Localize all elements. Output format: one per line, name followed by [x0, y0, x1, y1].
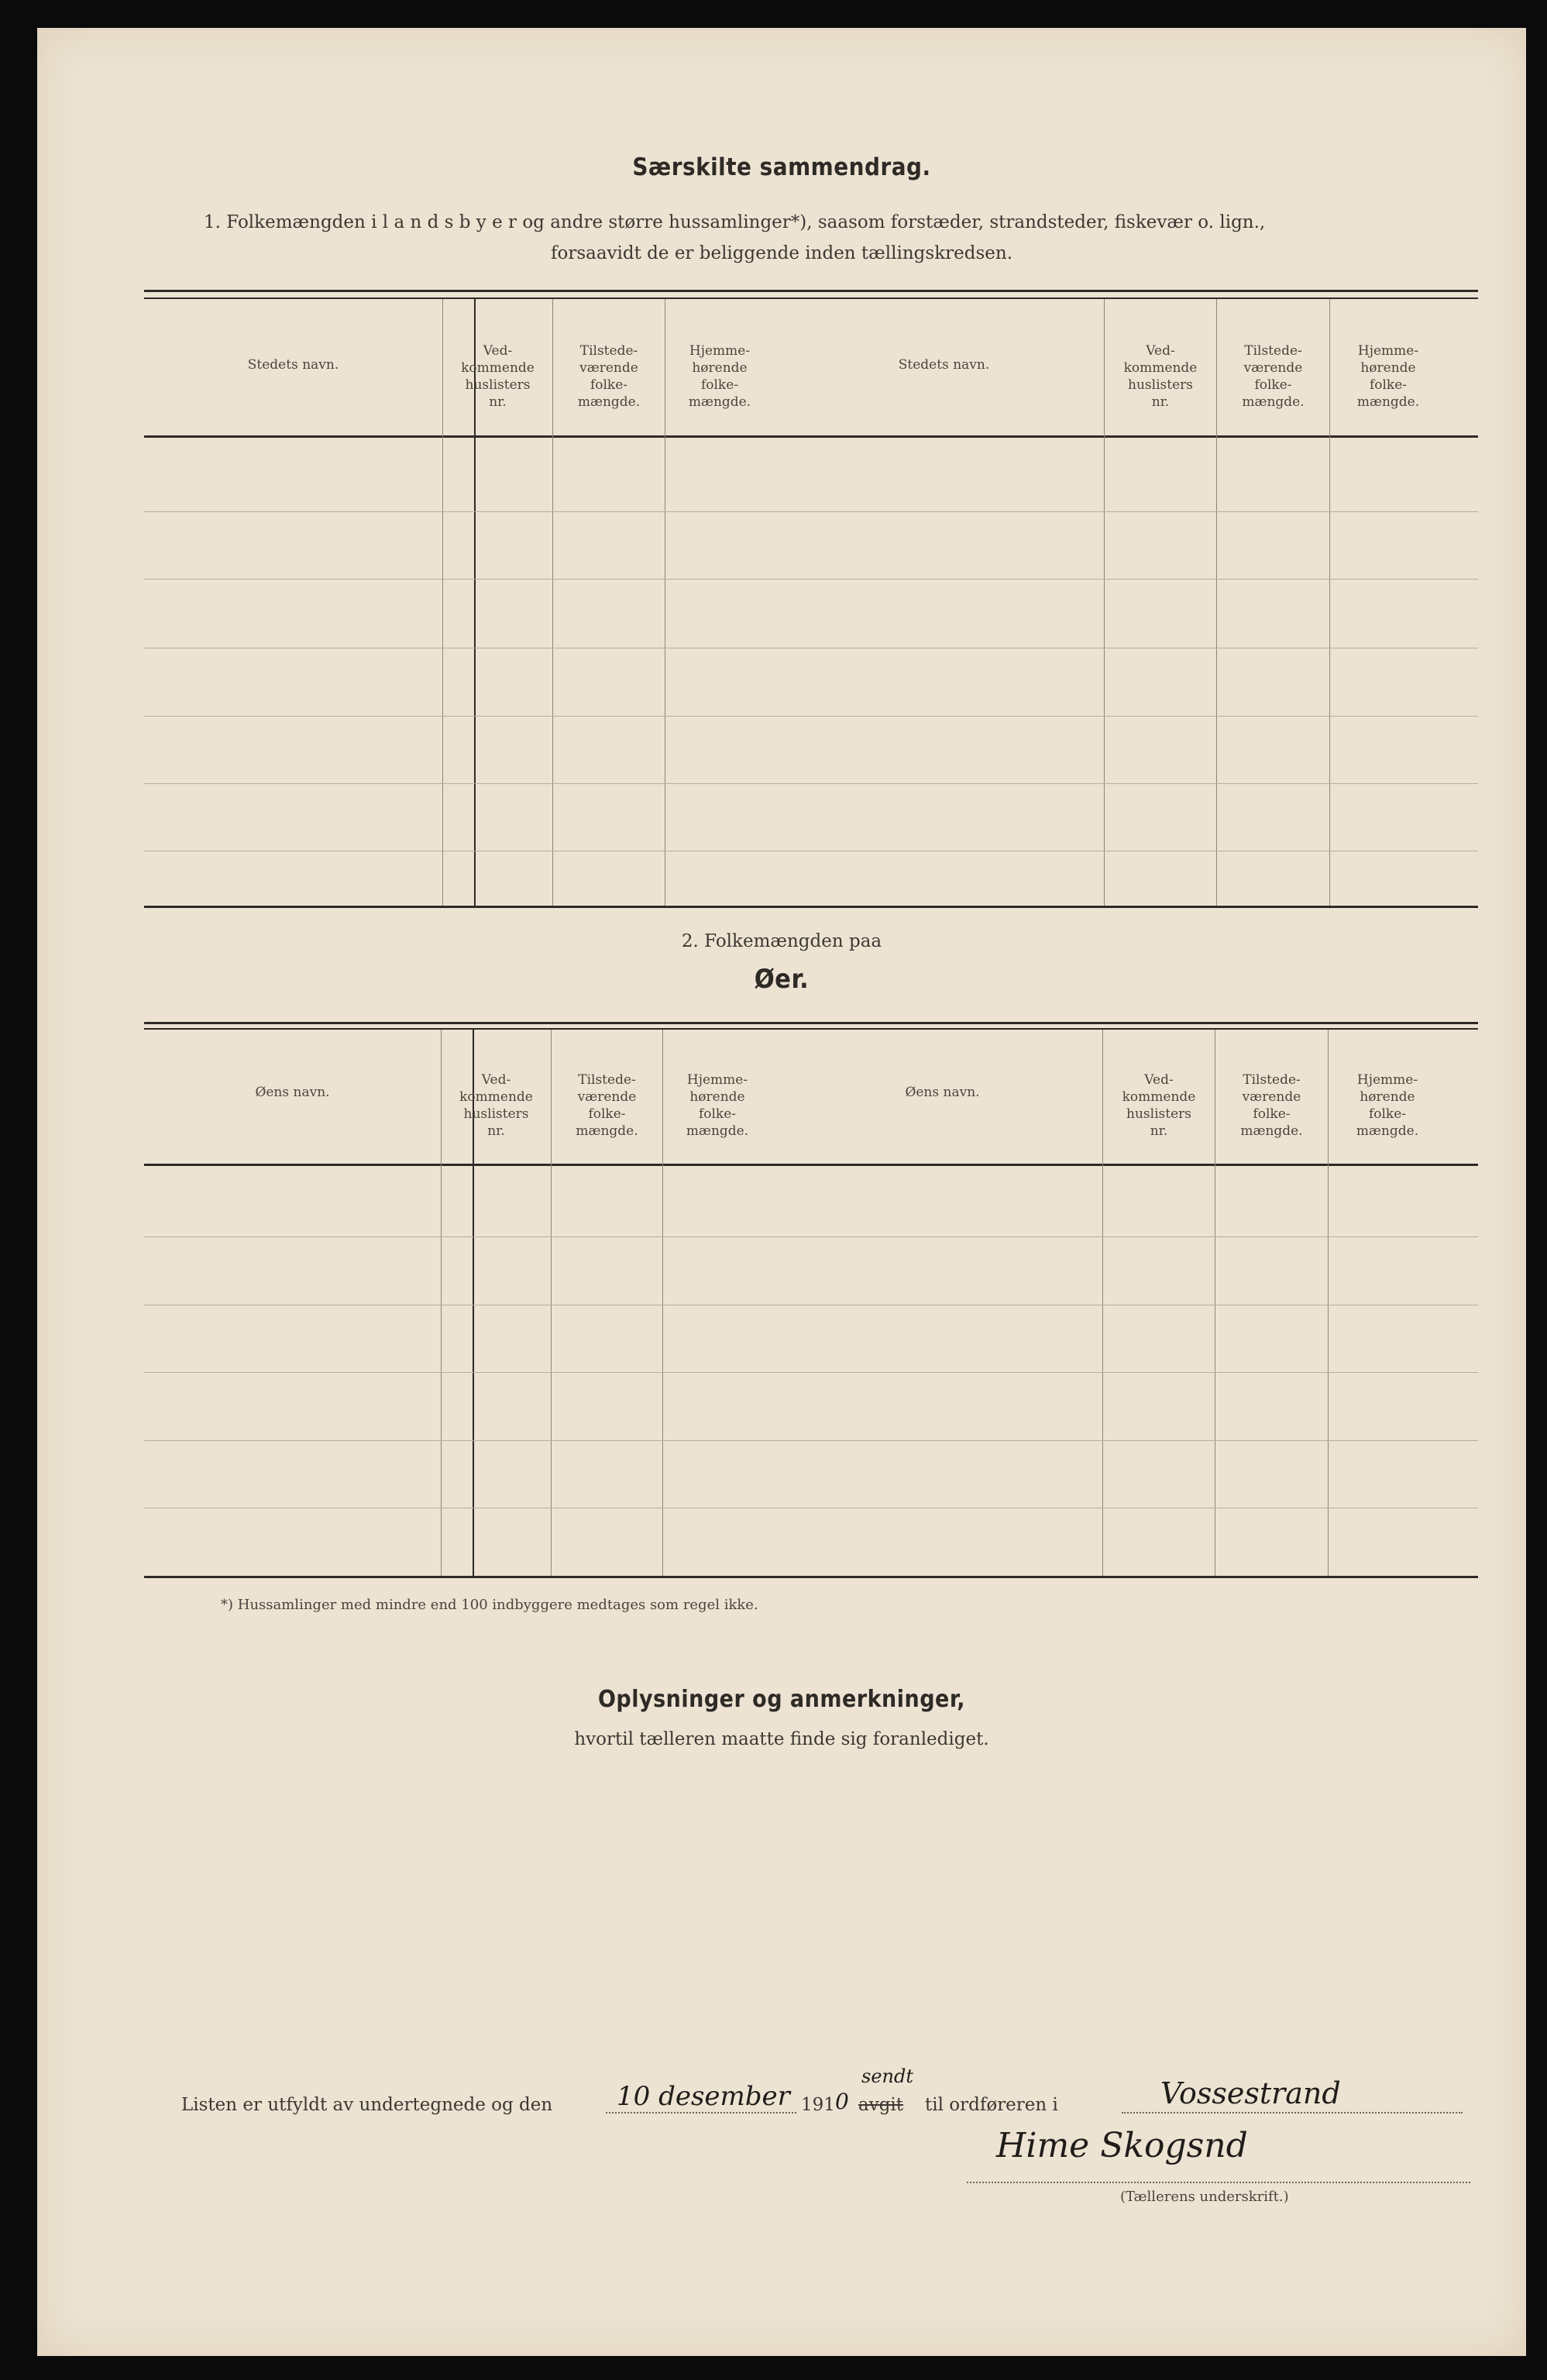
- col-header-place-name-2: Stedets navn.: [898, 357, 990, 373]
- section1-intro-line2: forsaavidt de er beliggende inden tællingskredsen.: [550, 243, 1013, 263]
- section2-title: Øer.: [754, 964, 810, 995]
- enumerator-signature: Hime Skogsnd: [996, 2126, 1248, 2165]
- remarks-subtitle: hvortil tælleren maatte finde sig foranlediget.: [574, 1729, 989, 1749]
- completion-statement: [181, 2065, 1483, 2127]
- col-header-island-resident-population-2: Hjemme- hørende folke- mængde.: [1356, 1072, 1419, 1139]
- col-header-present-population: Tilstede- værende folke- mængde.: [577, 343, 641, 410]
- remarks-title: Oplysninger og anmerkninger,: [597, 1686, 966, 1713]
- signature-caption: (Tællerens underskrift.): [1120, 2189, 1289, 2205]
- section2-table: [144, 1022, 1478, 1595]
- struck-word: avgit: [858, 2095, 904, 2115]
- col-header-island-present-population: Tilstede- værende folke- mængde.: [576, 1072, 638, 1139]
- footnote: *) Hussamlinger med mindre end 100 indbyggere medtages som regel ikke.: [221, 1597, 758, 1613]
- statement-mid: til ordføreren i: [925, 2095, 1058, 2115]
- col-header-present-population-2: Tilstede- værende folke- mængde.: [1242, 343, 1305, 410]
- handwritten-inserted-word: sendt: [861, 2065, 913, 2087]
- col-header-island-name-2: Øens navn.: [905, 1085, 980, 1100]
- section1-table: [144, 290, 1478, 910]
- section2-heading: 2. Folkemængden paa: [681, 931, 882, 951]
- col-header-resident-population: Hjemme- hørende folke- mængde.: [688, 343, 751, 410]
- col-header-island-household-list-nr-2: Ved- kommende huslisters nr.: [1122, 1072, 1196, 1139]
- col-header-island-present-population-2: Tilstede- værende folke- mængde.: [1240, 1072, 1303, 1139]
- section1-intro-line1: 1. Folkemængden i l a n d s b y e r og andre større hussamlinger*), saasom forstæder, strandsteder, fiskevær o. lign.,: [204, 212, 1266, 232]
- col-header-island-name: Øens navn.: [255, 1085, 330, 1100]
- col-header-place-name: Stedets navn.: [247, 357, 339, 373]
- handwritten-year-digit: 0: [835, 2089, 849, 2114]
- col-header-island-resident-population: Hjemme- hørende folke- mængde.: [686, 1072, 749, 1139]
- statement-prefix: Listen er utfyldt av undertegnede og den: [181, 2095, 553, 2115]
- col-header-household-list-nr-2: Ved- kommende huslisters nr.: [1123, 343, 1198, 410]
- col-header-resident-population-2: Hjemme- hørende folke- mængde.: [1356, 343, 1420, 410]
- col-header-island-household-list-nr: Ved- kommende huslisters nr.: [459, 1072, 533, 1139]
- census-form-page: [37, 28, 1526, 2356]
- col-header-household-list-nr: Ved- kommende huslisters nr.: [461, 343, 535, 410]
- year-prefix: 191: [801, 2095, 835, 2115]
- handwritten-place: Vossestrand: [1160, 2076, 1341, 2110]
- section1-title: Særskilte sammendrag.: [632, 153, 931, 181]
- handwritten-date: 10 desember: [617, 2081, 790, 2112]
